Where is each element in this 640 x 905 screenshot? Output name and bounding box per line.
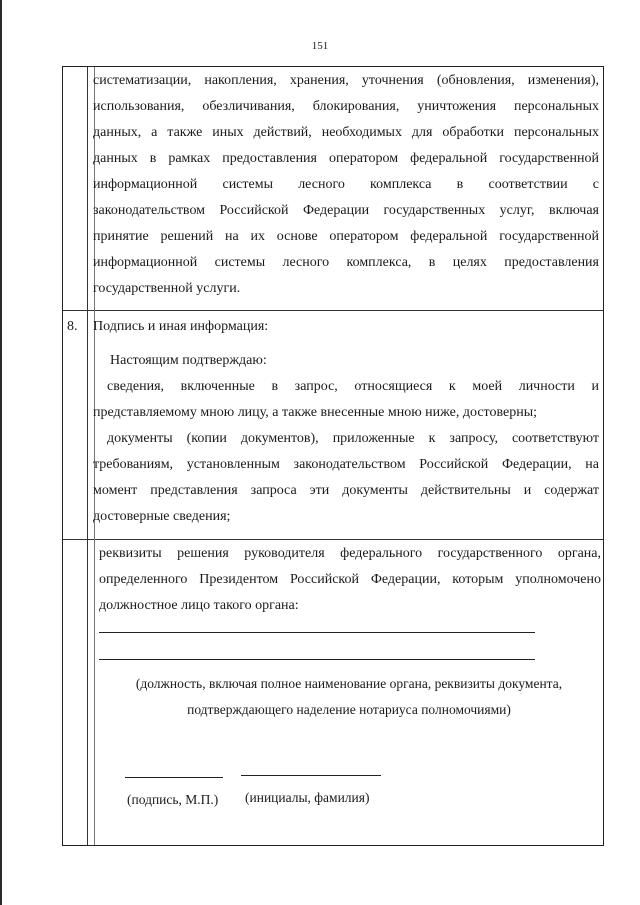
- position-caption: [99, 671, 599, 723]
- text-line: систематизации, накопления, хранения, уточнения (обновления, изменения),: [93, 73, 599, 88]
- text-line: информационной системы лесного комплекса, в целях предоставления: [93, 255, 599, 270]
- caption-line: (должность, включая полное наименование органа, реквизиты документа,: [135, 676, 563, 691]
- text-line: представляемому мною лицу, а также внесенные мною ниже, достоверны;: [93, 405, 537, 420]
- fill-in-line: [99, 632, 535, 633]
- text-line: данных, а также иных действий, необходимых для обработки персональных: [93, 125, 599, 140]
- row-divider: [63, 539, 603, 540]
- page-edge: [0, 0, 2, 905]
- name-label: (инициалы, фамилия): [245, 790, 370, 805]
- signature-info-section: [93, 314, 599, 530]
- text-line: государственной услуги.: [93, 281, 241, 296]
- text-line: реквизиты решения руководителя федерального государственного органа,: [99, 546, 601, 561]
- confirm-text: Настоящим подтверждаю:: [110, 353, 267, 368]
- column-divider: [87, 67, 88, 845]
- fill-in-line: [99, 659, 535, 660]
- section-heading: Подпись и иная информация:: [93, 319, 269, 334]
- text-line: момент представления запроса эти документы действительны и содержат: [93, 483, 599, 498]
- name-line: [241, 775, 381, 776]
- text-line: использования, обезличивания, блокирования, уничтожения персональных: [93, 99, 599, 114]
- text-line: информационной системы лесного комплекса в соответствии с: [93, 177, 599, 192]
- page-number: 151: [311, 40, 329, 52]
- signature-label: (подпись, М.П.): [127, 792, 219, 807]
- text-line: принятие решений на их основе оператором федеральной государственной: [93, 229, 599, 244]
- caption-line: подтверждающего наделение нотариуса полномочиями): [187, 702, 511, 717]
- row-number: 8.: [67, 319, 78, 334]
- text-line: достоверные сведения;: [93, 509, 231, 524]
- text-line: сведения, включенные в запрос, относящиеся к моей личности и: [107, 379, 599, 394]
- text-line: требованиям, установленным законодательством Российской Федерации, на: [93, 457, 599, 472]
- text-line: должностное лицо такого органа:: [99, 598, 299, 613]
- text-line: документы (копии документов), приложенные к запросу, соответствуют: [107, 431, 599, 446]
- row-divider: [63, 310, 603, 311]
- signature-line: [125, 777, 223, 778]
- text-line: определенного Президентом Российской Федерации, которым уполномочено: [99, 572, 601, 587]
- form-table: [62, 66, 604, 846]
- continued-paragraph: [93, 68, 599, 302]
- text-line: законодательством Российской Федерации государственных услуг, включая: [93, 203, 599, 218]
- text-line: данных в рамках предоставления оператором федеральной государственной: [93, 151, 599, 166]
- requisites-section: [99, 541, 601, 619]
